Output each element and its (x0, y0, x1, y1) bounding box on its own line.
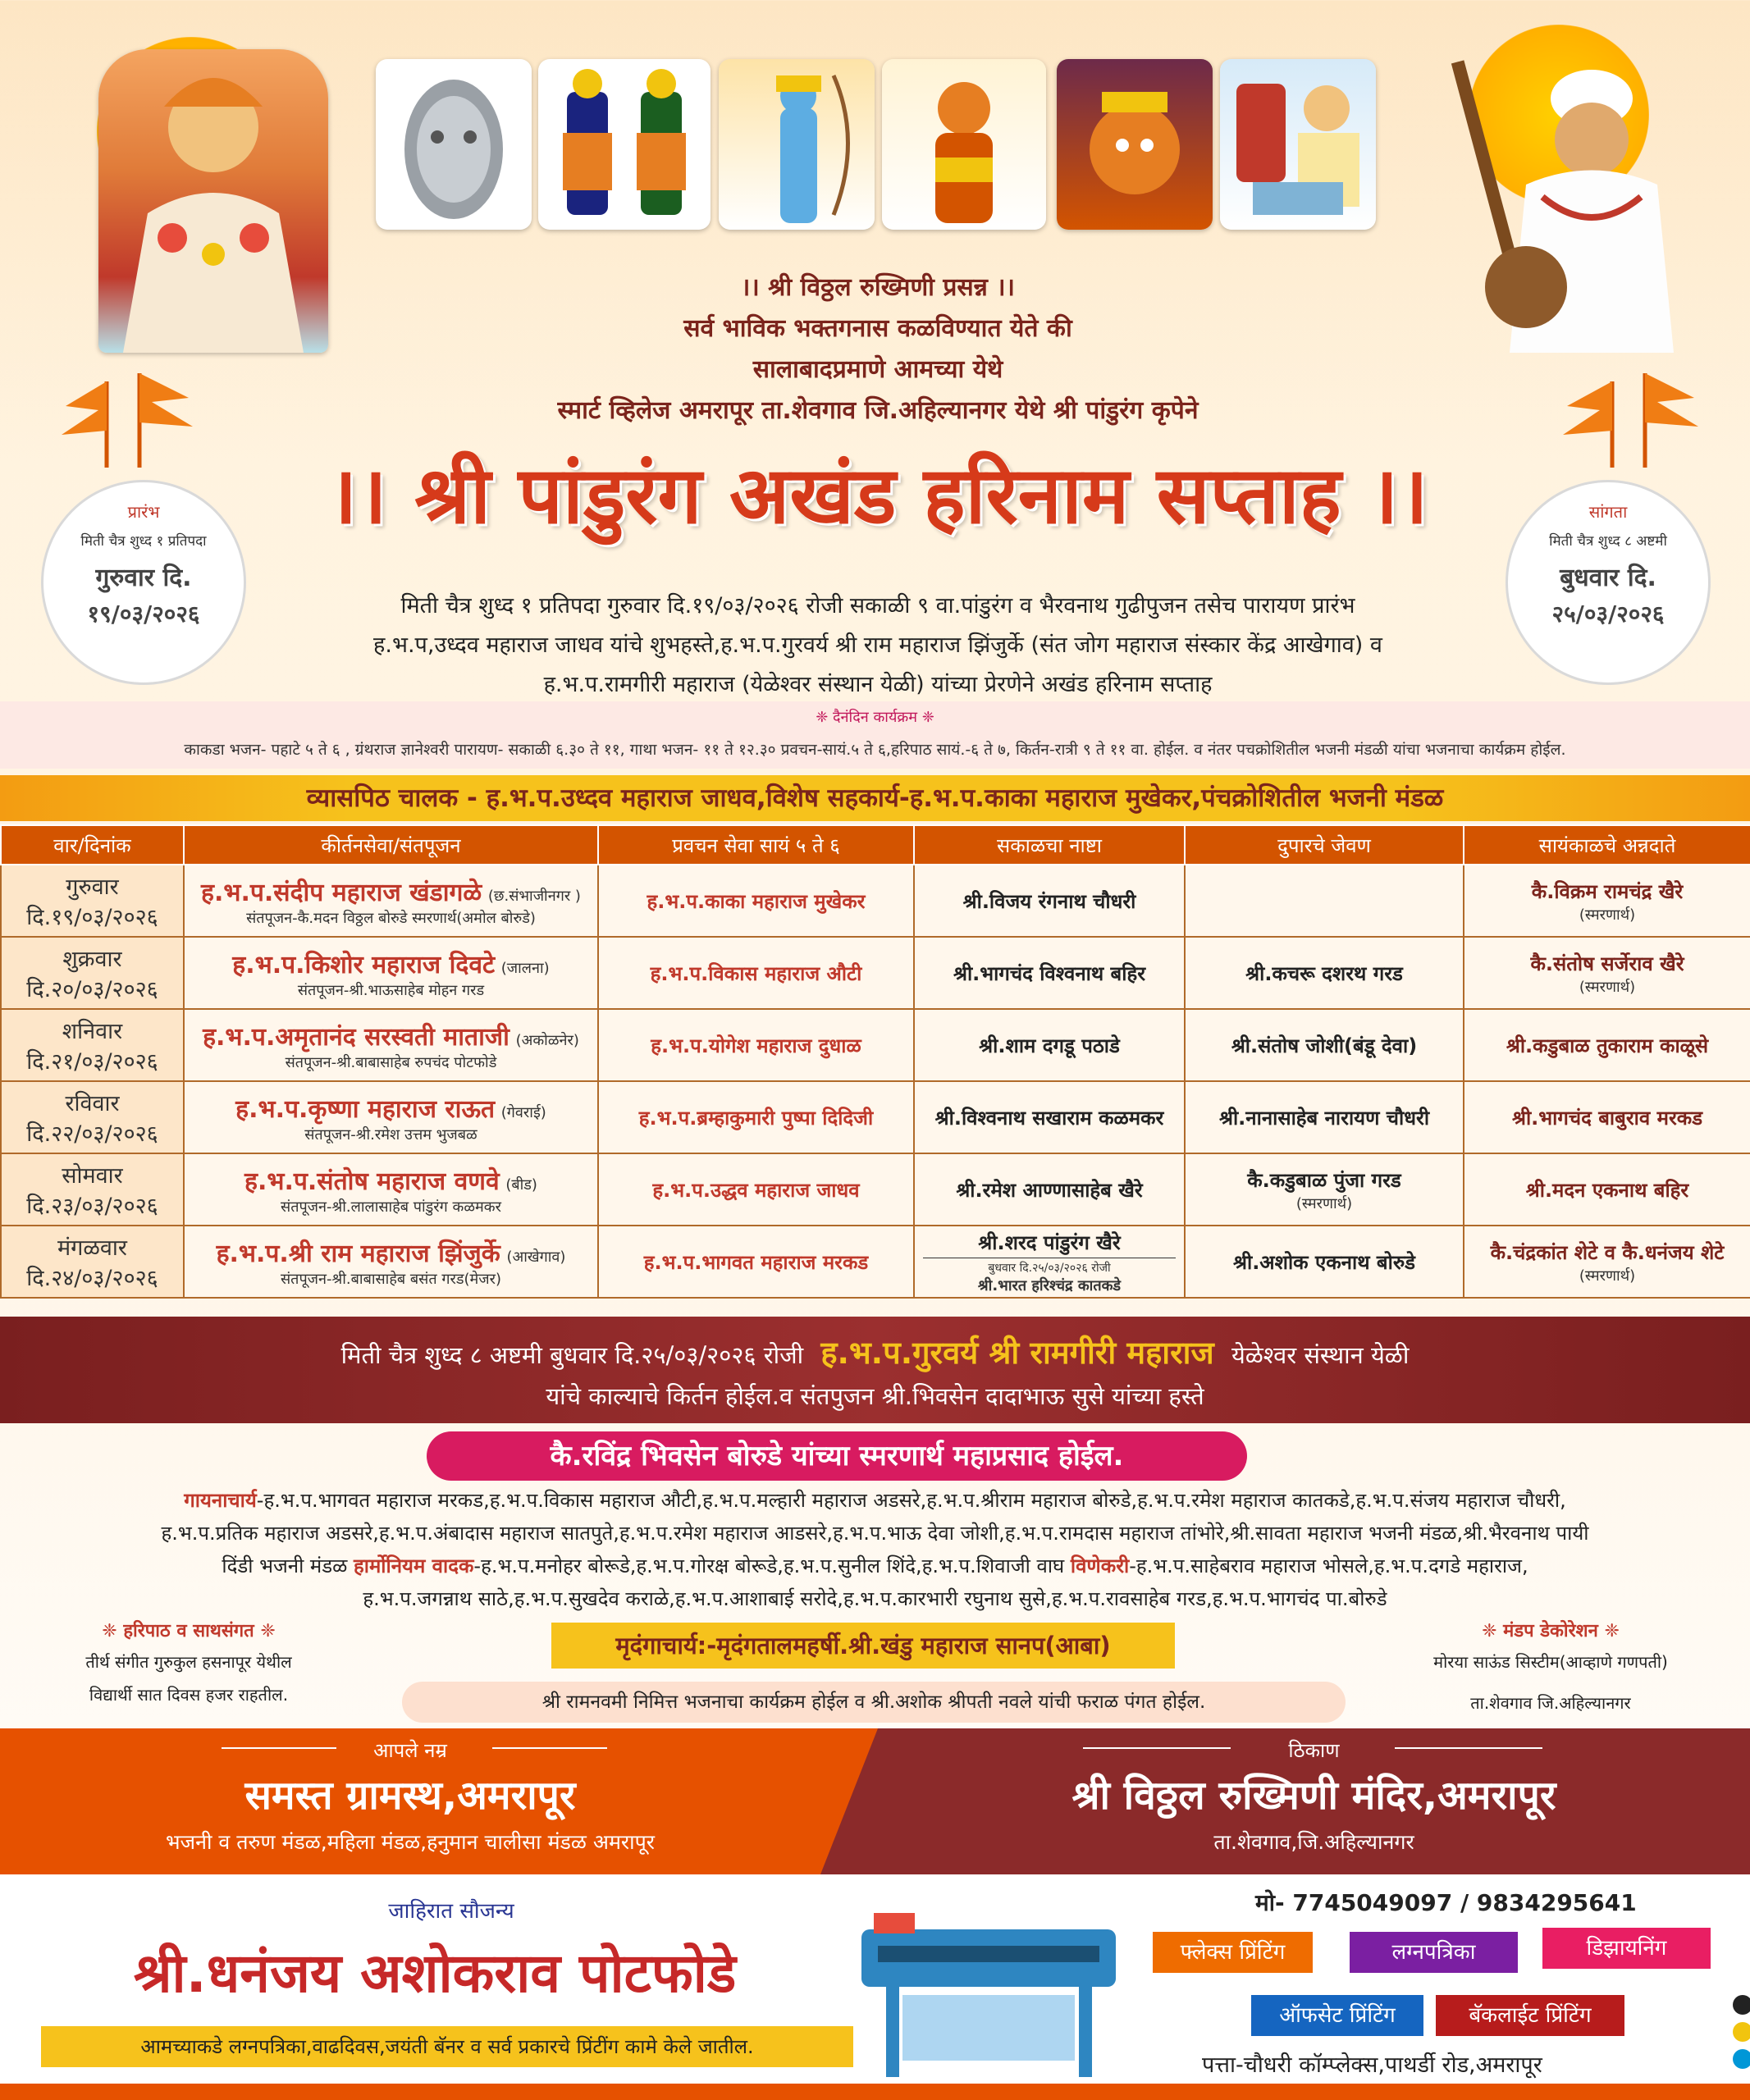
ad-name: श्री.धनंजय अशोकराव पोटफोडे (133, 1942, 737, 2005)
col-header-evening: सायंकाळचे अन्नदाते (1464, 825, 1750, 865)
header-line-3: सालाबादप्रमाणे आमच्या येथे (752, 355, 1003, 384)
kirtankar-name: ह.भ.प.कृष्णा महाराज राऊत (235, 1094, 496, 1124)
kirtankar-name: ह.भ.प.अमृतानंद सरस्वती माताजी (203, 1022, 509, 1052)
haripath-title: ❈ हरिपाठ व साथसंगत ❈ (102, 1621, 276, 1641)
row-day: रविवार (65, 1091, 120, 1116)
printer-image (853, 1880, 1124, 2089)
intro-line-3: ह.भ.प.रामगीरी महाराज (येळेश्वर संस्थान येळी) यांच्या प्रेरणेने अखंड हरिनाम सप्ताह (543, 672, 1213, 697)
shriram-image (719, 59, 875, 230)
end-day: बुधवार दि. (1560, 564, 1656, 592)
lunch-cell (1185, 1153, 1464, 1226)
end-label: सांगता (1588, 502, 1628, 522)
table-row (1, 937, 1750, 1009)
service-designing: डिझायनिंग (1542, 1928, 1711, 1969)
vyaspith-band: व्यासपिठ चालक - ह.भ.प.उध्दव महाराज जाधव,विशेष सहकार्य-ह.भ.प.काका महाराज मुखेकर,पंचक्रोशितील भजनी मंडळ (0, 775, 1750, 821)
row-date-cell (1, 937, 184, 1009)
kirtan-cell (184, 1226, 598, 1298)
row-day: गुरुवार (66, 874, 119, 900)
col-header-breakfast: सकाळचा नाष्टा (914, 825, 1185, 865)
header-line-1: ।। श्री विठ्ठल रुख्मिणी प्रसन्न ।। (740, 273, 1015, 302)
row-date: दि.१९/०३/२०२६ (26, 905, 158, 930)
table-row (1, 1081, 1750, 1153)
breakfast-cell: श्री.विजय रंगनाथ चौधरी (914, 865, 1185, 937)
kirtan-cell (184, 1081, 598, 1153)
footer-left-rule-a (222, 1747, 336, 1749)
service-flex-printing: फ्लेक्स प्रिंटिंग (1153, 1932, 1313, 1973)
start-sub: मिती चैत्र शुध्द १ प्रतिपदा (80, 533, 207, 550)
tukaram-portrait-right (1436, 41, 1690, 353)
daily-program-title: ❈ दैनंदिन कार्यक्रम ❈ (816, 709, 934, 726)
ad-phone: मो- 7745049097 / 9834295641 (1255, 1889, 1637, 1916)
finale-name: ह.भ.प.गुरवर्य श्री रामगीरी महाराज (820, 1335, 1214, 1371)
mandap-title: ❈ मंडप डेकोरेशन ❈ (1482, 1621, 1620, 1641)
start-date: १९/०३/२०२६ (87, 600, 200, 628)
row-date: दि.२१/०३/२०२६ (26, 1049, 158, 1075)
table-row (1, 1153, 1750, 1226)
devi-image (1057, 59, 1213, 230)
row-date-cell (1, 1081, 184, 1153)
table-header-row (1, 825, 1750, 865)
pravachan-cell: ह.भ.प.भागवत महाराज मरकड (598, 1226, 914, 1298)
pravachan-cell: ह.भ.प.उद्धव महाराज जाधव (598, 1153, 914, 1226)
start-label: प्रारंभ (127, 502, 160, 522)
evening-cell (1464, 1009, 1750, 1081)
kirtankar-place: (आखेगाव) (506, 1248, 566, 1266)
santpujan-text: संतपूजन-श्री.लालासाहेब पांडुरंग कळमकर (281, 1198, 501, 1216)
hanuman-image (882, 59, 1046, 230)
kirtankar-place: (जालना) (500, 959, 550, 977)
evening-cell (1464, 1081, 1750, 1153)
finale-pre: मिती चैत्र शुध्द ८ अष्टमी बुधवार दि.२५/०३/२०२६ रोजी (340, 1341, 804, 1369)
harmonium-list: -ह.भ.प.मनोहर बोरूडे,ह.भ.प.गोरक्ष बोरूडे,ह.भ.प.सुनील शिंदे,ह.भ.प.शिवाजी वाघ (473, 1554, 1065, 1577)
flag-icon-right (1547, 365, 1711, 472)
pravachan-cell: ह.भ.प.काका महाराज मुखेकर (598, 865, 914, 937)
breakfast-cell: श्री.विश्वनाथ सखाराम कळमकर (914, 1081, 1185, 1153)
service-backlight-printing: बॅकलाईट प्रिंटिंग (1436, 1995, 1624, 2036)
footer-left-title: समस्त ग्रामस्थ,अमरापूर (244, 1773, 576, 1819)
page-title: ।। श्री पांडुरंग अखंड हरिनाम सप्ताह ।। (327, 450, 1428, 541)
breakfast-cell: श्री.भागचंद विश्वनाथ बहिर (914, 937, 1185, 1009)
evening-cell (1464, 865, 1750, 937)
cmyk-dot-black (1733, 1995, 1750, 2015)
footer-right-sub: ता.शेवगाव,जि.अहिल्यानगर (1213, 1830, 1414, 1854)
lunch-cell: श्री.संतोष जोशी(बंडू देवा) (1185, 1009, 1464, 1081)
kirtankar-name: ह.भ.प.संतोष महाराज वणवे (244, 1166, 500, 1196)
lunch-cell (1185, 865, 1464, 937)
row-day: मंगळवार (57, 1235, 127, 1261)
end-date: २५/०३/२०२६ (1551, 600, 1665, 628)
footer-right-rule-a (1083, 1747, 1231, 1749)
row-date: दि.२०/०३/२०२६ (26, 977, 158, 1002)
footer-right-title: श्री विठ्ठल रुख्मिणी मंदिर,अमरापूर (1071, 1773, 1556, 1819)
row-date-cell (1, 1009, 184, 1081)
lunch-note: (स्मरणार्थ) (1295, 1194, 1353, 1212)
cmyk-dot-yellow (1733, 2022, 1750, 2042)
kirtan-cell (184, 937, 598, 1009)
haripath-line-2: विद्यार्थी सात दिवस हजर राहतील. (89, 1685, 289, 1705)
bottom-strip (0, 2084, 1750, 2100)
kirtan-cell (184, 1009, 598, 1081)
ramnavami-note: श्री रामनवमी निमित्त भजनाचा कार्यक्रम होईल व श्री.अशोक श्रीपती नवले यांची फराळ पंगत होईल. (402, 1682, 1346, 1723)
bhairavnath-mask-image (376, 59, 532, 230)
mandap-line-2: ता.शेवगाव जि.अहिल्यानगर (1470, 1693, 1631, 1713)
footer-right-label: ठिकाण (1288, 1739, 1340, 1762)
service-lagnapatrika: लग्नपत्रिका (1350, 1932, 1518, 1973)
kirtankar-name: ह.भ.प.संदीप महाराज खंडागळे (201, 878, 482, 907)
evening-note: (स्मरणार्थ) (1579, 1267, 1636, 1285)
breakfast-note: बुधवार दि.२५/०३/२०२६ रोजी (988, 1261, 1111, 1275)
table-row (1, 865, 1750, 937)
intro-line-1: मिती चैत्र शुध्द १ प्रतिपदा गुरुवार दि.१९/०३/२०२६ रोजी सकाळी ९ वा.पांडुरंग व भैरवनाथ गुढीपुजन तसेच पारायण प्रारंभ (400, 593, 1355, 619)
breakfast-cell (914, 1226, 1185, 1298)
santpujan-text: संतपूजन-श्री.भाऊसाहेब मोहन गरड (297, 981, 485, 999)
evening-donor: श्री.कडुबाळ तुकाराम काळूसे (1506, 1034, 1709, 1057)
singers-line-1 (0, 1486, 1750, 1513)
breakfast-donor-2: श्री.भारत हरिश्चंद्र कातकडे (977, 1276, 1122, 1294)
footer-right-rule-b (1395, 1747, 1542, 1749)
breakfast-cell: श्री.रमेश आण्णासाहेब खैरे (914, 1153, 1185, 1226)
flag-icon-left (49, 365, 213, 472)
col-header-lunch: दुपारचे जेवण (1185, 825, 1464, 865)
col-header-date: वार/दिनांक (1, 825, 184, 865)
header-line-4: स्मार्ट व्हिलेज अमरापूर ता.शेवगाव जि.अहिल्यानगर येथे श्री पांडुरंग कृपेने (557, 396, 1199, 425)
evening-cell (1464, 1226, 1750, 1298)
row-date-cell (1, 1153, 184, 1226)
row-date: दि.२२/०३/२०२६ (26, 1121, 158, 1147)
daily-program-text: काकडा भजन- पहाटे ५ ते ६ , ग्रंथराज ज्ञानेश्वरी पारायण- सकाळी ६.३० ते ११, गाथा भजन- ११ ते १२.३० प्रवचन-सायं.५ ते ६,हरिपाठ सायं.-६ ते ७, किर्तन-रात्री ९ ते ११ वा. होईल. व नंतर पचक्रोशितील भजनी मंडळी यांचा भजनाचा कार्यक्रम होईल. (184, 741, 1566, 759)
schedule-table (0, 824, 1750, 1299)
col-header-kirtan: कीर्तनसेवा/संतपूजन (184, 825, 598, 865)
singers-line-4: ह.भ.प.जगन्नाथ साठे,ह.भ.प.सुखदेव कराळे,ह.भ.प.आशाबाई सरोदे,ह.भ.प.कारभारी रघुनाथ सुसे,ह.भ.प.रावसाहेब गरड,ह.भ.प.भागचंद पा.बोरुडे (363, 1587, 1387, 1610)
finale-post: येळेश्वर संस्थान येळी (1231, 1341, 1410, 1369)
row-day: सोमवार (62, 1163, 123, 1189)
row-day: शनिवार (62, 1019, 123, 1044)
table-row (1, 1226, 1750, 1298)
table-row (1, 1009, 1750, 1081)
kirtankar-place: (गेवराई) (500, 1103, 546, 1121)
pravachan-cell: ह.भ.प.विकास महाराज औटी (598, 937, 914, 1009)
singers-line-2: ह.भ.प.प्रतिक महाराज अडसरे,ह.भ.प.अंबादास महाराज सातपुते,ह.भ.प.रमेश महाराज आडसरे,ह.भ.प.भाऊ देवा जोशी,ह.भ.प.रामदास महाराज तांभोरे,श्री.सावता महाराज भजनी मंडळ,श्री.भैरवनाथ पायी (161, 1522, 1589, 1545)
evening-note: (स्मरणार्थ) (1579, 906, 1636, 924)
footer-left-rule-b (492, 1747, 607, 1749)
finale-line-1 (0, 1331, 1750, 1373)
santpujan-text: संतपूजन-श्री.रमेश उत्तम भुजबळ (304, 1125, 477, 1144)
mahaprasad-banner: कै.रविंद्र भिवसेन बोरुडे यांच्या स्मरणार्थ महाप्रसाद होईल. (427, 1431, 1247, 1481)
mandap-line-1: मोरया साऊंड सिस्टीम(आव्हाणे गणपती) (1433, 1652, 1668, 1672)
kirtankar-name: ह.भ.प.किशोर महाराज दिवटे (232, 950, 496, 979)
row-date-cell (1, 1226, 184, 1298)
haripath-line-1: तीर्थ संगीत गुरुकुल हसनापूर येथील (85, 1652, 292, 1672)
evening-donor: श्री.मदन एकनाथ बहिर (1525, 1178, 1689, 1202)
vinekari-list: -ह.भ.प.साहेबराव महाराज भोसले,ह.भ.प.दगडे महाराज, (1129, 1554, 1528, 1577)
santpujan-text: संतपूजन-कै.मदन विठ्ठल बोरुडे स्मरणार्थ(अमोल बोरुडे) (246, 909, 536, 927)
harmonium-label: हार्मोनियम वादक (353, 1554, 474, 1577)
pravachan-cell: ह.भ.प.ब्रम्हाकुमारी पुष्पा दिदिजी (598, 1081, 914, 1153)
sant-image (1220, 59, 1376, 230)
lunch-cell: श्री.नानासाहेब नारायण चौधरी (1185, 1081, 1464, 1153)
santpujan-text: संतपूजन-श्री.बाबासाहेब बसंत गरड(मेजर) (281, 1270, 501, 1288)
pravachan-cell: ह.भ.प.योगेश महाराज दुधाळ (598, 1009, 914, 1081)
header-line-2: सर्व भाविक भक्तगनास कळविण्यात येते की (683, 314, 1072, 343)
evening-donor: कै.विक्रम रामचंद्र खैरे (1531, 879, 1684, 903)
ad-tagline: आमच्याकडे लग्नपत्रिका,वाढदिवस,जयंती बॅनर व सर्व प्रकारचे प्रिंटींग कामे केले जातील. (41, 2026, 853, 2067)
evening-donor: कै.चंद्रकांत शेटे व कै.धनंजय शेटे (1490, 1240, 1725, 1264)
ad-address: पत्ता-चौधरी कॉम्प्लेक्स,पाथर्डी रोड,अमरापूर (1202, 2052, 1542, 2078)
start-day: गुरुवार दि. (95, 564, 192, 592)
footer-left-sub: भजनी व तरुण मंडळ,महिला मंडळ,हनुमान चालीसा मंडळ अमरापूर (165, 1830, 656, 1854)
singers-line-3 (0, 1552, 1750, 1579)
cmyk-dot-cyan (1733, 2049, 1750, 2069)
evening-note: (स्मरणार्थ) (1579, 978, 1636, 996)
breakfast-donor: श्री.शरद पांडुरंग खैरे (978, 1230, 1121, 1254)
evening-cell (1464, 937, 1750, 1009)
kirtankar-name: ह.भ.प.श्री राम महाराज झिंजुर्के (216, 1239, 500, 1268)
singers-label: गायनाचार्य (184, 1489, 257, 1512)
evening-donor: श्री.भागचंद बाबुराव मरकड (1511, 1106, 1703, 1130)
vitthal-rukmini-image (538, 59, 711, 230)
row-date: दि.२४/०३/२०२६ (26, 1266, 158, 1291)
breakfast-cell: श्री.शाम दगडू पठाडे (914, 1009, 1185, 1081)
saint-portrait-left (98, 49, 328, 353)
finale-line-2: यांचे काल्याचे किर्तन होईल.व संतपुजन श्री.भिवसेन दादाभाऊ सुसे यांच्या हस्ते (546, 1382, 1204, 1410)
footer-left-label: आपले नम्र (373, 1739, 447, 1762)
vinekari-label: विणेकरी (1070, 1554, 1130, 1577)
kirtan-cell (184, 865, 598, 937)
santpujan-text: संतपूजन-श्री.बाबासाहेब रुपचंद पोटफोडे (285, 1053, 497, 1071)
evening-cell (1464, 1153, 1750, 1226)
kirtankar-place: (बीड) (505, 1176, 537, 1194)
lunch-cell: श्री.अशोक एकनाथ बोरुडे (1185, 1226, 1464, 1298)
start-date-badge (41, 480, 246, 685)
kirtan-cell (184, 1153, 598, 1226)
ad-label: जाहिरात सौजन्य (388, 1899, 514, 1924)
service-offset-printing: ऑफसेट प्रिंटिंग (1251, 1995, 1423, 2036)
row-date: दि.२३/०३/२०२६ (26, 1194, 158, 1219)
end-sub: मिती चैत्र शुध्द ८ अष्टमी (1549, 533, 1667, 550)
row-day: शुक्रवार (62, 947, 122, 972)
end-date-badge (1506, 480, 1711, 685)
lunch-cell: श्री.कचरू दशरथ गरड (1185, 937, 1464, 1009)
singers-list-3a: दिंडी भजनी मंडळ (222, 1554, 348, 1577)
kirtankar-place: (अकोळनेर) (515, 1031, 579, 1049)
row-date-cell (1, 865, 184, 937)
col-header-pravachan: प्रवचन सेवा सायं ५ ते ६ (598, 825, 914, 865)
evening-donor: कै.संतोष सर्जेराव खैरे (1530, 952, 1684, 975)
kirtankar-place: (छ.संभाजीनगर ) (487, 887, 581, 905)
lunch-donor: कै.कडुबाळ पुंजा गरड (1247, 1168, 1401, 1192)
intro-line-2: ह.भ.प,उध्दव महाराज जाधव यांचे शुभहस्ते,ह.भ.प.गुरवर्य श्री राम महाराज झिंजुर्के (संत जोग महाराज संस्कार केंद्र आखेगाव) व (373, 632, 1382, 658)
mrudang-banner: मृदंगाचार्य:-मृदंगतालमहर्षी.श्री.खंडु महाराज सानप(आबा) (551, 1623, 1175, 1669)
singers-list-1: -ह.भ.प.भागवत महाराज मरकड,ह.भ.प.विकास महाराज औटी,ह.भ.प.मल्हारी महाराज अडसरे,ह.भ.प.श्रीराम महाराज बोरुडे,ह.भ.प.रमेश महाराज कातकडे,ह.भ.प.संजय महाराज चौधरी, (256, 1489, 1566, 1512)
